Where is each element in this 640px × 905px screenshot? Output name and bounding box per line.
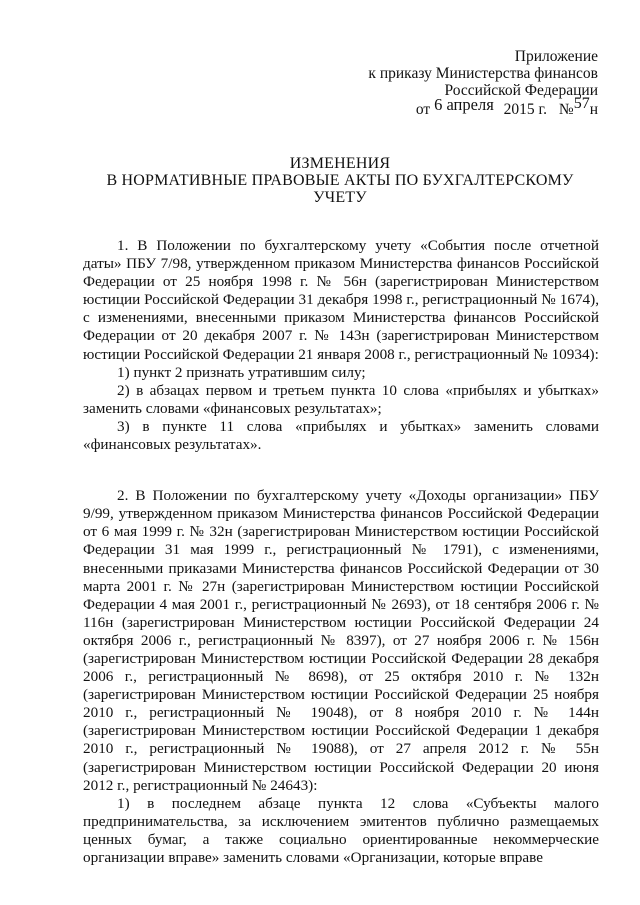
title-line-2: В НОРМАТИВНЫЕ ПРАВОВЫЕ АКТЫ ПО БУХГАЛТЕРСКОМУ: [106, 172, 574, 189]
section-1-item-2: 2) в абзацах первом и третьем пункта 10 слова «прибылях и убытках» заменить словами «финансовых результатах»;: [83, 381, 599, 417]
section-1-item-1: 1) пункт 2 признать утратившим силу;: [117, 363, 366, 381]
annex-label: Приложение: [514, 48, 598, 65]
date-day-month: 6 апреля: [434, 95, 494, 114]
order-number: 57: [573, 95, 590, 112]
annex-header: [368, 48, 598, 118]
document-body: [83, 237, 599, 867]
annex-ministry: Российской Федерации: [444, 82, 598, 99]
date-prefix: от: [415, 101, 431, 118]
number-suffix: н: [589, 101, 598, 118]
section-2-intro: 2. В Положении по бухгалтерскому учету «Доходы организации» ПБУ 9/99, утвержденном приказом Министерства финансов Российской Федерации от 6 мая 1999 г. № 32н (зарегистрирован Министерством юстиции Российской Федерации 31 мая 1999 г., регистрационный № 1791), с изменениями, внесенными приказами Министерства финансов Российской Федерации от 30 марта 2001 г. № 27н (зарегистрирован Министерством юстиции Российской Федерации 4 мая 2001 г., регистрационный № 2693), от 18 сентября 2006 г. № 116н (зарегистрирован Министерством юстиции Российской Федерации 24 октября 2006 г., регистрационный № 8397), от 27 ноября 2006 г. № 156н (зарегистрирован Министерством юстиции Российской Федерации 28 декабря 2006 г., регистрационный № 8698), от 25 октября 2010 г. № 132н (зарегистрирован Министерством юстиции Российской Федерации 25 ноября 2010 г., регистрационный № 19048), от 8 ноября 2010 г. № 144н (зарегистрирован Министерством юстиции Российской Федерации 1 декабря 2010 г., регистрационный № 19088), от 27 апреля 2012 г. № 55н (зарегистрирован Министерством юстиции Российской Федерации 20 июня 2012 г., регистрационный № 24643):: [83, 487, 599, 794]
section-gap: [83, 454, 599, 487]
section-2-item-1: 1) в последнем абзаце пункта 12 слова «Субъекты малого предпринимательства, за исключением эмитентов публично размещаемых ценных бумаг, а также социально ориентированные некоммерческие организации вправе» заменить словами «Организации, которые вправе: [83, 794, 599, 866]
section-1-item-3: 3) в пункте 11 слова «прибылях и убытках» заменить словами «финансовых результатах».: [83, 417, 599, 454]
annex-order-ref: к приказу Министерства финансов: [368, 65, 598, 82]
number-prefix: №: [558, 101, 574, 118]
title-line-1: ИЗМЕНЕНИЯ: [289, 155, 391, 172]
document-title: [100, 155, 580, 206]
date-year: 2015 г.: [503, 101, 548, 118]
section-1-intro: 1. В Положении по бухгалтерскому учету «События после отчетной даты» ПБУ 7/98, утвержденном приказом Министерства финансов Российской Федерации от 25 ноября 1998 г. № 56н (зарегистрирован Министерством юстиции Российской Федерации 31 декабря 1998 г., регистрационный № 1674), с изменениями, внесенными приказом Министерства финансов Российской Федерации от 20 декабря 2007 г. № 143н (зарегистрирован Министерством юстиции Российской Федерации 21 января 2008 г., регистрационный № 10934):: [83, 237, 599, 363]
annex-date-line: [368, 95, 598, 118]
title-line-3: УЧЕТУ: [313, 189, 367, 206]
